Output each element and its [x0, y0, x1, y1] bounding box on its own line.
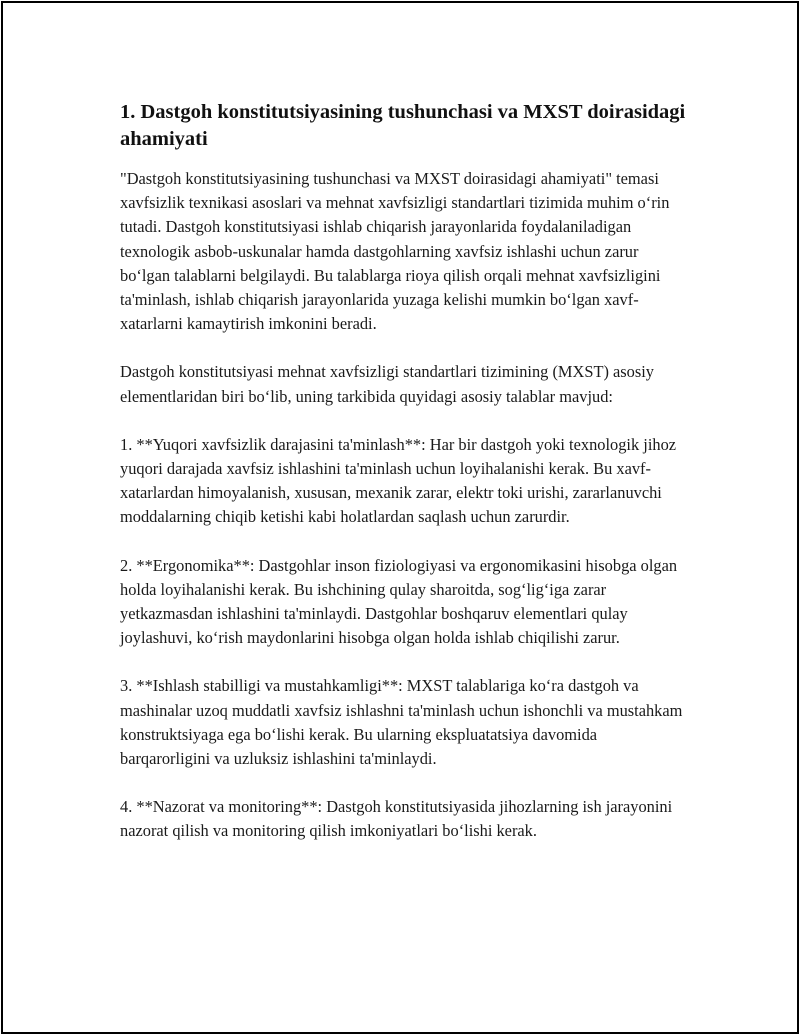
list-item-ergonomics: 2. **Ergonomika**: Dastgohlar inson fiziologiyasi va ergonomikasini hisobga olgan holda loyihalanishi kerak. Bu ishchining qulay sharoitda, sogʻligʻiga zarar yetkazmasdan ishlashini ta'minlaydi. Dastgohlar boshqaruv elementlari qulay joylashuvi, koʻrish maydonlarini hisobga olgan holda ishlab chiqilishi zarur.	[120, 555, 678, 648]
mxst-paragraph: Dastgoh konstitutsiyasi mehnat xavfsizligi standartlari tizimining (MXST) asosiy elementlaridan biri boʻlib, uning tarkibida quyidagi asosiy talablar mavjud:	[120, 362, 654, 406]
list-item-safety: 1. **Yuqori xavfsizlik darajasini ta'minlash**: Har bir dastgoh yoki texnologik jihoz yuqori darajada xavfsiz ishlashini ta'minlash uchun loyihalanishi kerak. Bu xavf-xatarlardan himoyalanish, xususan, mexanik zarar, elektr toki urishi, zararlanuvchi moddalarning chiqib ketishi kabi holatlardan saqlash uchun zarurdir.	[120, 434, 677, 527]
intro-paragraph: "Dastgoh konstitutsiyasining tushunchasi va MXST doirasidagi ahamiyati" temasi xavfsizlik texnikasi asoslari va mehnat xavfsizligi standartlari tizimida muhim oʻrin tutadi. Dastgoh konstitutsiyasi ishlab chiqarish jarayonlarida foydalaniladigan texnologik asbob-uskunalar hamda dastgohlarning xavfsiz ishlashi uchun zarur boʻlgan talablarni belgilaydi. Bu talablarga rioya qilish orqali mehnat xavfsizligini ta'minlash, ishlab chiqarish jarayonlarida yuzaga kelishi mumkin boʻlgan xavf-xatarlarni kamaytirish imkonini beradi.	[120, 169, 670, 334]
document-body	[120, 99, 690, 868]
page-frame	[1, 1, 799, 1034]
section-heading: 1. Dastgoh konstitutsiyasining tushunchasi va MXST doirasidagi ahamiyati	[120, 101, 686, 150]
list-item-stability: 3. **Ishlash stabilligi va mustahkamligi**: MXST talablariga koʻra dastgoh va mashinalar uzoq muddatli xavfsiz ishlashni ta'minlash uchun ishonchli va mustahkam konstruktsiyaga ega boʻlishi kerak. Bu ularning ekspluatatsiya davomida barqarorligini va uzluksiz ishlashini ta'minlaydi.	[120, 676, 683, 769]
list-item-monitoring: 4. **Nazorat va monitoring**: Dastgoh konstitutsiyasida jihozlarning ish jarayonini nazorat qilish va monitoring qilish imkoniyatlari boʻlishi kerak.	[120, 797, 673, 841]
